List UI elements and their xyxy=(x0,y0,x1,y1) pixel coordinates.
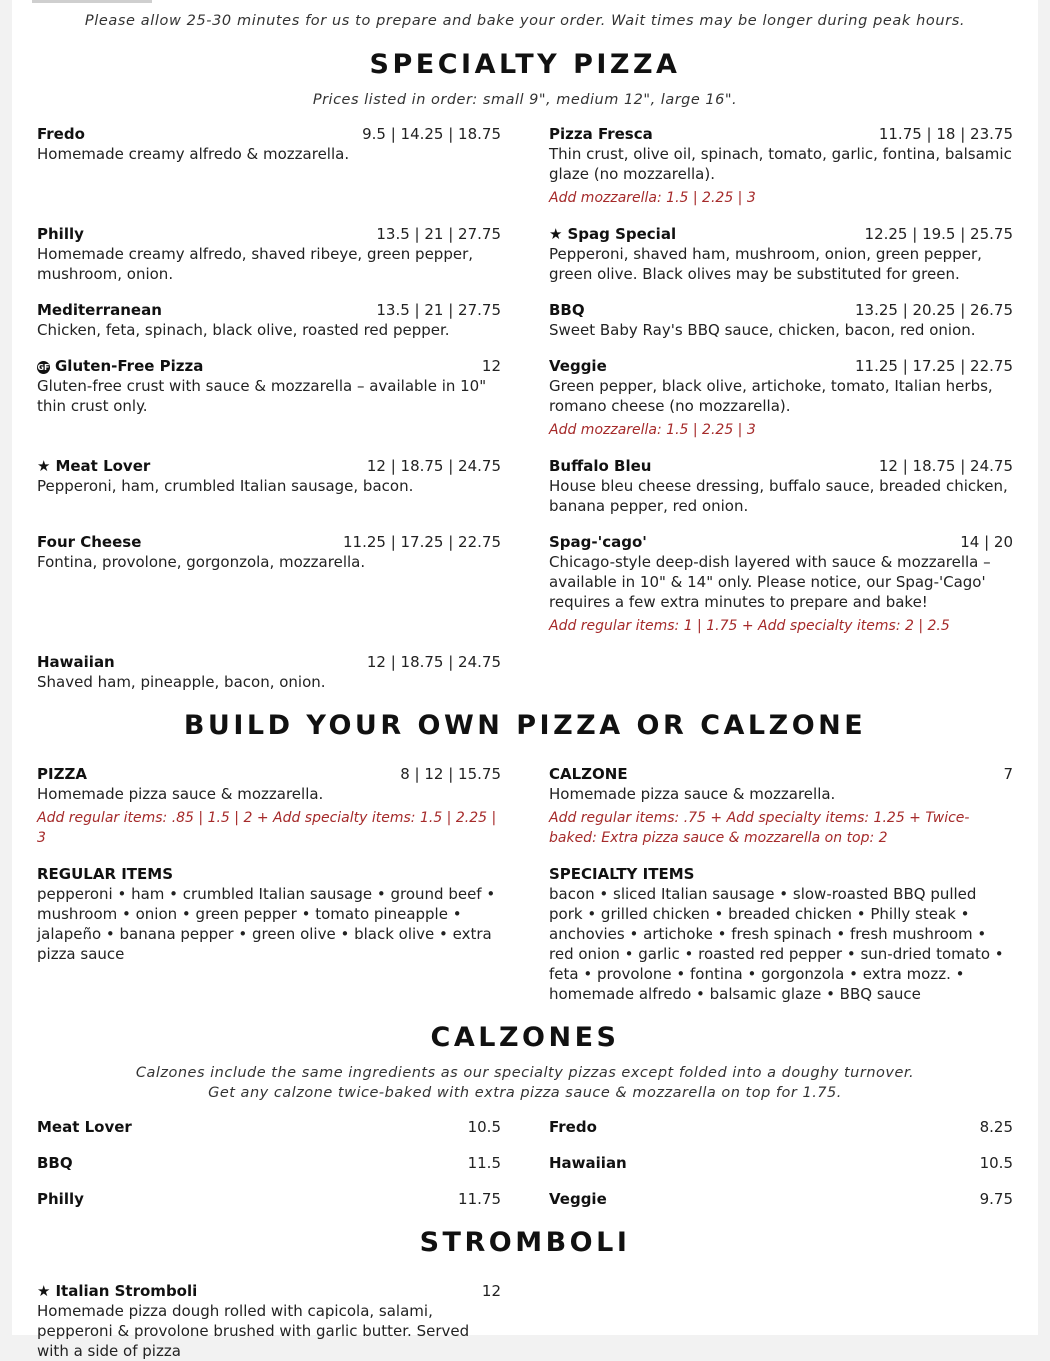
item-price: 8.25 xyxy=(979,1118,1013,1136)
item-name: Veggie xyxy=(549,357,607,375)
calzone-bbq xyxy=(37,1153,501,1173)
wait-time-note: Please allow 25-30 minutes for us to prepare and bake your order. Wait times may be longer during peak hours. xyxy=(84,13,966,29)
item-desc: Chicken, feta, spinach, black olive, roasted red pepper. xyxy=(37,321,450,339)
menu-item-gluten-free xyxy=(37,356,501,416)
item-desc: Homemade pizza sauce & mozzarella. xyxy=(549,785,836,803)
item-price: 11.75 xyxy=(458,1190,501,1208)
item-name: Pizza Fresca xyxy=(549,125,653,143)
item-price: 9.5 | 14.25 | 18.75 xyxy=(362,125,501,143)
item-price: 7 xyxy=(1003,765,1013,783)
item-price: 11.25 | 17.25 | 22.75 xyxy=(342,533,501,551)
calzone-meat-lover xyxy=(37,1117,501,1137)
specialty-subtitle: Prices listed in order: small 9", medium 12", large 16". xyxy=(312,92,738,108)
header-cutoff xyxy=(32,0,152,3)
item-desc: Gluten-free crust with sauce & mozzarella – available in 10" thin crust only. xyxy=(37,377,487,415)
stromboli-italian xyxy=(37,1281,501,1361)
item-addon: Add regular items: .75 + Add specialty items: 1.25 + Twice-baked: Extra pizza sauce & mozzarella on top: 2 xyxy=(549,810,970,846)
menu-item-mediterranean xyxy=(37,300,501,340)
item-desc: Thin crust, olive oil, spinach, tomato, garlic, fontina, balsamic glaze (no mozzarella). xyxy=(549,145,1012,183)
calzones-subtitle-1: Calzones include the same ingredients as our specialty pizzas except folded into a doughy turnover. xyxy=(135,1065,915,1081)
item-desc: pepperoni • ham • crumbled Italian sausage • ground beef • mushroom • onion • green pepper • tomato pineapple • jalapeño • banana pepper • green olive • black olive • extra pizza sauce xyxy=(37,885,496,963)
calzones-title: CALZONES xyxy=(430,1022,620,1053)
item-desc: Green pepper, black olive, artichoke, tomato, Italian herbs, romano cheese (no mozzarella). xyxy=(549,377,993,415)
item-price: 11.5 xyxy=(467,1154,501,1172)
calzones-subtitle-2: Get any calzone twice-baked with extra pizza sauce & mozzarella on top for 1.75. xyxy=(208,1085,842,1101)
item-desc: Shaved ham, pineapple, bacon, onion. xyxy=(37,673,326,691)
item-name: Fredo xyxy=(37,125,85,143)
item-desc: House bleu cheese dressing, buffalo sauce, breaded chicken, banana pepper, red onion. xyxy=(549,477,1008,515)
item-name: Gluten-Free Pizza xyxy=(55,357,204,375)
calzone-veggie xyxy=(549,1189,1013,1209)
menu-item-buffalo-bleu xyxy=(549,456,1013,516)
item-price: 11.25 | 17.25 | 22.75 xyxy=(854,357,1013,375)
item-name: SPECIALTY ITEMS xyxy=(549,865,695,883)
item-desc: Homemade pizza dough rolled with capicola, salami, pepperoni & provolone brushed with garlic butter. Served with a side of pizza xyxy=(37,1302,470,1360)
item-desc: Pepperoni, shaved ham, mushroom, onion, green pepper, green olive. Black olives may be substituted for green. xyxy=(549,245,982,283)
item-price: 12 xyxy=(481,1282,501,1300)
item-price: 12 | 18.75 | 24.75 xyxy=(878,457,1013,475)
menu-item-pizza-fresca xyxy=(549,124,1013,208)
star-icon: ★ xyxy=(37,1282,51,1300)
byo-pizza xyxy=(37,764,501,848)
item-name: Meat Lover xyxy=(37,1118,132,1136)
item-price: 13.5 | 21 | 27.75 xyxy=(376,225,501,243)
item-name: Veggie xyxy=(549,1190,607,1208)
item-desc: Homemade creamy alfredo, shaved ribeye, green pepper, mushroom, onion. xyxy=(37,245,474,283)
item-addon: Add mozzarella: 1.5 | 2.25 | 3 xyxy=(549,190,756,206)
menu-item-veggie xyxy=(549,356,1013,440)
item-price: 14 | 20 xyxy=(960,533,1013,551)
item-price: 11.75 | 18 | 23.75 xyxy=(878,125,1013,143)
item-name: BBQ xyxy=(549,301,585,319)
menu-item-spag-cago xyxy=(549,532,1013,636)
item-price: 13.25 | 20.25 | 26.75 xyxy=(854,301,1013,319)
menu-item-spag-special xyxy=(549,224,1013,284)
item-price: 10.5 xyxy=(979,1154,1013,1172)
star-icon: ★ xyxy=(549,225,563,243)
item-desc: Chicago-style deep-dish layered with sauce & mozzarella – available in 10" & 14" only. Please notice, our Spag-'Cago' requires a few extra minutes to prepare and bake! xyxy=(549,553,991,611)
item-desc: Homemade pizza sauce & mozzarella. xyxy=(37,785,324,803)
byo-regular-items xyxy=(37,864,501,964)
gluten-free-icon: GF xyxy=(37,363,50,372)
calzone-philly xyxy=(37,1189,501,1209)
item-desc: Fontina, provolone, gorgonzola, mozzarella. xyxy=(37,553,366,571)
byo-calzone xyxy=(549,764,1013,848)
byo-title: BUILD YOUR OWN PIZZA OR CALZONE xyxy=(183,710,867,741)
calzone-hawaiian xyxy=(549,1153,1013,1173)
item-name: Italian Stromboli xyxy=(55,1282,198,1300)
item-price: 12.25 | 19.5 | 25.75 xyxy=(864,225,1013,243)
item-price: 13.5 | 21 | 27.75 xyxy=(376,301,501,319)
item-price: 8 | 12 | 15.75 xyxy=(400,765,501,783)
star-icon: ★ xyxy=(37,457,51,475)
item-name: Four Cheese xyxy=(37,533,142,551)
item-name: CALZONE xyxy=(549,765,628,783)
item-name: Fredo xyxy=(549,1118,597,1136)
item-desc: Sweet Baby Ray's BBQ sauce, chicken, bacon, red onion. xyxy=(549,321,976,339)
item-addon: Add regular items: .85 | 1.5 | 2 + Add specialty items: 1.5 | 2.25 | 3 xyxy=(37,810,497,846)
item-addon: Add mozzarella: 1.5 | 2.25 | 3 xyxy=(549,422,756,438)
item-price: 10.5 xyxy=(467,1118,501,1136)
item-name: Spag-'cago' xyxy=(549,533,647,551)
item-price: 9.75 xyxy=(979,1190,1013,1208)
specialty-pizza-title: SPECIALTY PIZZA xyxy=(369,49,681,80)
item-name: PIZZA xyxy=(37,765,87,783)
menu-item-meat-lover xyxy=(37,456,501,496)
item-desc: bacon • sliced Italian sausage • slow-roasted BBQ pulled pork • grilled chicken • breaded chicken • Philly steak • anchovies • artichoke • fresh spinach • fresh mushroom • red onion • garlic • roasted red pepper • sun-dried tomato • feta • provolone • fontina • gorgonzola • extra mozz. • homemade alfredo • balsamic glaze • BBQ sauce xyxy=(549,885,1004,1003)
calzone-fredo xyxy=(549,1117,1013,1137)
item-name: Philly xyxy=(37,225,84,243)
item-name: Spag Special xyxy=(567,225,677,243)
item-desc: Pepperoni, ham, crumbled Italian sausage, bacon. xyxy=(37,477,414,495)
stromboli-title: STROMBOLI xyxy=(419,1227,631,1258)
item-price: 12 | 18.75 | 24.75 xyxy=(366,653,501,671)
menu-item-four-cheese xyxy=(37,532,501,572)
byo-specialty-items xyxy=(549,864,1013,1004)
menu-item-philly xyxy=(37,224,501,284)
item-name: REGULAR ITEMS xyxy=(37,865,174,883)
menu-item-hawaiian xyxy=(37,652,501,692)
item-desc: Homemade creamy alfredo & mozzarella. xyxy=(37,145,350,163)
item-name: Hawaiian xyxy=(37,653,115,671)
item-name: Hawaiian xyxy=(549,1154,627,1172)
item-name: Buffalo Bleu xyxy=(549,457,652,475)
menu-item-bbq xyxy=(549,300,1013,340)
item-addon: Add regular items: 1 | 1.75 + Add specialty items: 2 | 2.5 xyxy=(549,618,950,634)
item-name: BBQ xyxy=(37,1154,73,1172)
menu-page xyxy=(12,0,1038,1360)
item-price: 12 | 18.75 | 24.75 xyxy=(366,457,501,475)
menu-item-fredo xyxy=(37,124,501,164)
item-price: 12 xyxy=(481,357,501,375)
item-name: Meat Lover xyxy=(55,457,151,475)
item-name: Mediterranean xyxy=(37,301,162,319)
item-name: Philly xyxy=(37,1190,84,1208)
